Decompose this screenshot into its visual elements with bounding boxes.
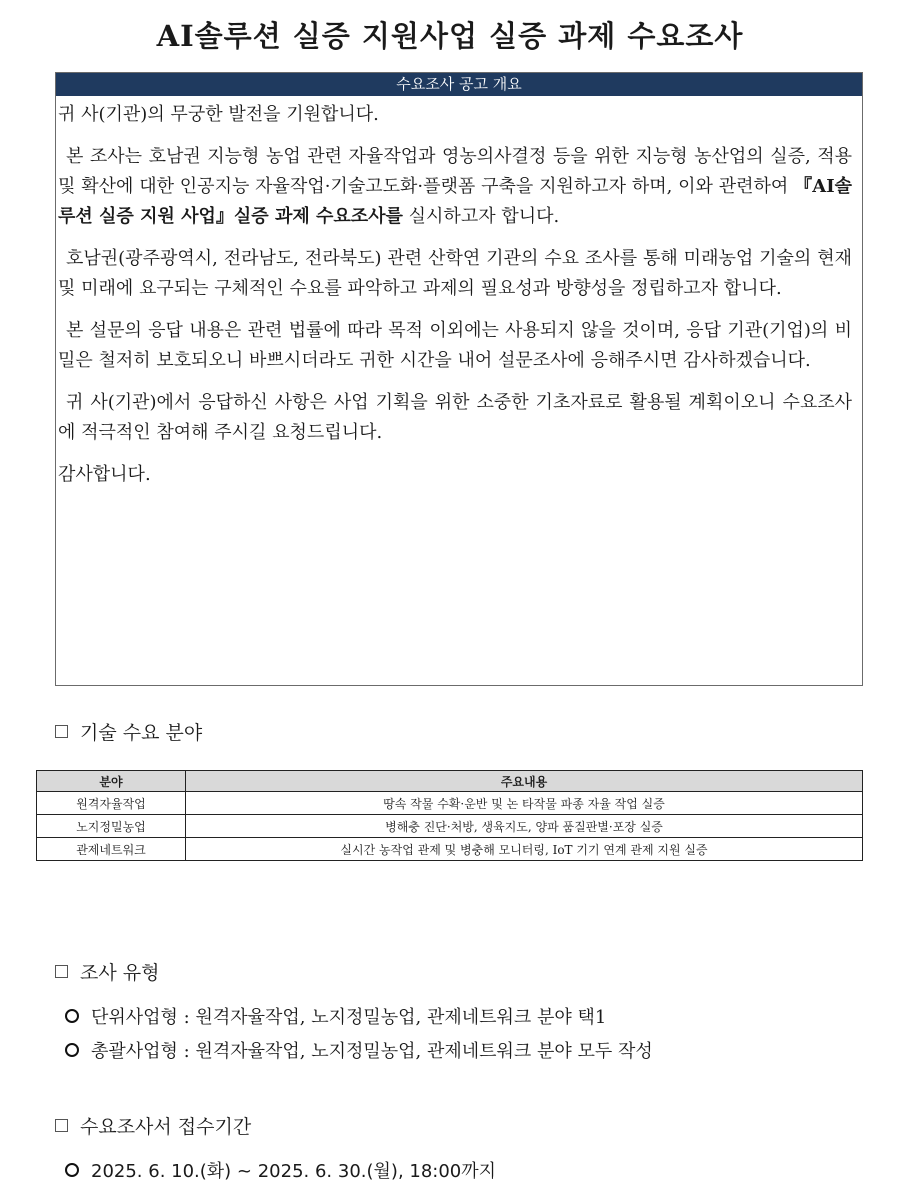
checkbox-square-icon: [55, 965, 68, 978]
table-row: [37, 792, 863, 815]
table-header-content: 주요내용: [186, 771, 863, 792]
table-cell-field: 노지정밀농업: [37, 815, 186, 838]
circle-bullet-icon: [65, 1163, 79, 1177]
survey-type-item-text: 총괄사업형 : 원격자율작업, 노지정밀농업, 관제네트워크 분야 모두 작성: [91, 1041, 653, 1062]
section-tech-demand-label: 기술 수요 분야: [80, 722, 203, 744]
purpose-text-emphasis: 『AI솔루션 실증 지원 사업』실증 과제 수요조사를: [58, 176, 852, 227]
circle-bullet-icon: [65, 1043, 79, 1057]
demand-table: [36, 770, 863, 861]
circle-bullet-icon: [65, 1009, 79, 1023]
table-header-field: 분야: [37, 771, 186, 792]
section-survey-type: [55, 958, 159, 985]
table-row: [37, 815, 863, 838]
checkbox-square-icon: [55, 725, 68, 738]
table-header-row: [37, 771, 863, 792]
notice-paragraph-scope: 호남권(광주광역시, 전라남도, 전라북도) 관련 산학연 기관의 수요 조사를 통해 미래농업 기술의 현재 및 미래에 요구되는 구체적인 수요를 파악하고 과제의 필요성과 방향성을 정립하고자 합니다.: [58, 248, 852, 299]
table-cell-field: 원격자율작업: [37, 792, 186, 815]
section-tech-demand: [55, 718, 202, 745]
survey-type-item: [65, 1037, 653, 1063]
table-cell-field: 관제네트워크: [37, 838, 186, 861]
notice-body: [56, 96, 862, 490]
notice-box: [55, 72, 863, 686]
survey-type-item-text: 단위사업형 : 원격자율작업, 노지정밀농업, 관제네트워크 분야 택1: [91, 1007, 607, 1028]
page-title: AI솔루션 실증 지원사업 실증 과제 수요조사: [156, 19, 744, 53]
notice-header: 수요조사 공고 개요: [56, 73, 862, 96]
survey-type-item: [65, 1003, 606, 1029]
section-submission-period-label: 수요조사서 접수기간: [80, 1116, 252, 1138]
section-survey-type-label: 조사 유형: [80, 962, 160, 984]
notice-paragraph-thanks: 감사합니다.: [58, 464, 151, 485]
purpose-text-end: 실시하고자 합니다.: [402, 206, 560, 227]
submission-period-item: [65, 1157, 496, 1183]
notice-paragraph-request: 귀 사(기관)에서 응답하신 사항은 사업 기획을 위한 소중한 기초자료로 활용될 계획이오니 수요조사에 적극적인 참여해 주시길 요청드립니다.: [58, 392, 852, 443]
table-cell-content: 병해충 진단·처방, 생육지도, 양파 품질판별·포장 실증: [186, 815, 863, 838]
submission-period-text: 2025. 6. 10.(화) ~ 2025. 6. 30.(월), 18:00까지: [91, 1161, 497, 1182]
notice-paragraph-purpose: [58, 142, 852, 232]
notice-paragraph-privacy: 본 설문의 응답 내용은 관련 법률에 따라 목적 이외에는 사용되지 않을 것이며, 응답 기관(기업)의 비밀은 철저히 보호되오니 바쁘시더라도 귀한 시간을 내어 설문조사에 응해주시면 감사하겠습니다.: [58, 320, 852, 371]
table-cell-content: 땅속 작물 수확·운반 및 논 타작물 파종 자율 작업 실증: [186, 792, 863, 815]
section-submission-period: [55, 1112, 251, 1139]
checkbox-square-icon: [55, 1119, 68, 1132]
table-row: [37, 838, 863, 861]
purpose-text-start: 본 조사는 호남권 지능형 농업 관련 자율작업과 영농의사결정 등을 위한 지능형 농산업의 실증, 적용 및 확산에 대한 인공지능 자율작업·기술고도화·플랫폼 구축을 지원하고자 하며, 이와 관련하여: [58, 146, 852, 197]
table-cell-content: 실시간 농작업 관제 및 병충해 모니터링, IoT 기기 연계 관제 지원 실증: [186, 838, 863, 861]
notice-paragraph-greeting: 귀 사(기관)의 무궁한 발전을 기원합니다.: [58, 104, 379, 125]
